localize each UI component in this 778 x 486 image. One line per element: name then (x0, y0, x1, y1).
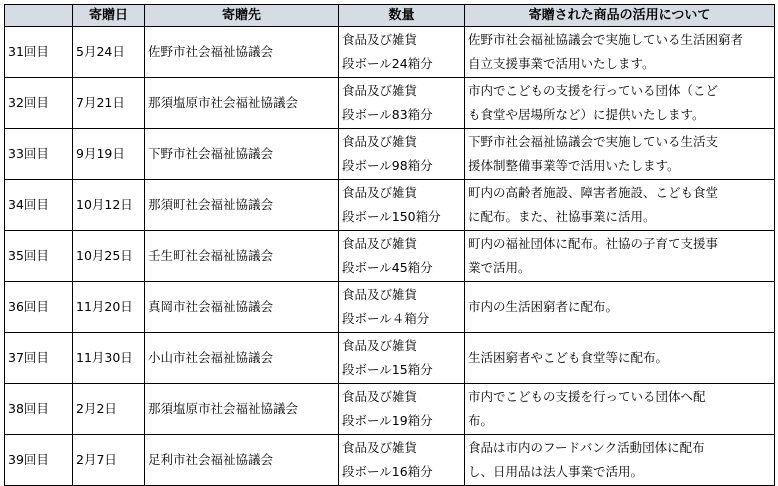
recipient-cell: 下野市社会福祉協議会 (145, 129, 339, 180)
usage-line: に配布。また、社協事業に活用。 (468, 209, 656, 224)
usage-line: 自立支援事業で活用いたします。 (468, 56, 655, 71)
usage-line: 援体制整備事業等で活用いたします。 (468, 158, 680, 173)
round-cell: 36回目 (5, 282, 73, 333)
quantity-cell (339, 384, 465, 435)
usage-cell (465, 384, 775, 435)
header-row (5, 5, 775, 27)
table-body (5, 27, 775, 486)
round-cell: 32回目 (5, 78, 73, 129)
usage-line: 業で活用。 (468, 260, 531, 275)
recipient-cell: 那須町社会福祉協議会 (145, 180, 339, 231)
usage-cell (465, 231, 775, 282)
date-cell: 11月30日 (73, 333, 145, 384)
quantity-cell (339, 27, 465, 78)
recipient-cell: 那須塩原市社会福祉協議会 (145, 78, 339, 129)
round-cell: 39回目 (5, 435, 73, 486)
quantity-line: 段ボール19箱分 (342, 413, 433, 428)
table-row (5, 435, 775, 486)
usage-line: 町内の高齢者施設、障害者施設、こども食堂 (468, 185, 719, 200)
table-header (5, 5, 775, 27)
recipient-cell: 真岡市社会福祉協議会 (145, 282, 339, 333)
quantity-line: 食品及び雑貨 (342, 338, 418, 353)
usage-line: し、日用品は法人事業で活用。 (468, 464, 644, 479)
round-cell: 33回目 (5, 129, 73, 180)
recipient-cell: 足利市社会福祉協議会 (145, 435, 339, 486)
round-cell: 38回目 (5, 384, 73, 435)
quantity-line: 段ボール24箱分 (342, 56, 433, 71)
round-cell: 31回目 (5, 27, 73, 78)
table-row (5, 333, 775, 384)
usage-cell (465, 27, 775, 78)
quantity-line: 段ボール16箱分 (342, 464, 433, 479)
quantity-line: 食品及び雑貨 (342, 440, 418, 455)
usage-cell (465, 180, 775, 231)
header-usage: 寄贈された商品の活用について (465, 5, 775, 27)
usage-line: 下野市社会福祉協議会で実施している生活支 (468, 134, 719, 149)
quantity-line: 食品及び雑貨 (342, 83, 418, 98)
usage-cell (465, 333, 775, 384)
usage-line: 佐野市社会福祉協議会で実施している生活困窮者 (468, 32, 744, 47)
quantity-line: 段ボール４箱分 (342, 311, 430, 326)
quantity-line: 段ボール98箱分 (342, 158, 433, 173)
date-cell: 5月24日 (73, 27, 145, 78)
header-recipient: 寄贈先 (145, 5, 339, 27)
table-row (5, 231, 775, 282)
round-cell: 37回目 (5, 333, 73, 384)
usage-cell (465, 282, 775, 333)
table-row (5, 78, 775, 129)
table-row (5, 384, 775, 435)
quantity-line: 食品及び雑貨 (342, 236, 418, 251)
usage-cell (465, 78, 775, 129)
date-cell: 10月12日 (73, 180, 145, 231)
quantity-line: 段ボール150箱分 (342, 209, 441, 224)
date-cell: 2月7日 (73, 435, 145, 486)
round-cell: 35回目 (5, 231, 73, 282)
quantity-line: 段ボール83箱分 (342, 107, 433, 122)
quantity-line: 食品及び雑貨 (342, 287, 418, 302)
header-quantity: 数量 (339, 5, 465, 27)
table-row (5, 129, 775, 180)
usage-line: も食堂や居場所など）に提供いたします。 (468, 107, 705, 122)
date-cell: 7月21日 (73, 78, 145, 129)
table-row (5, 27, 775, 78)
recipient-cell: 那須塩原市社会福祉協議会 (145, 384, 339, 435)
usage-cell (465, 129, 775, 180)
quantity-line: 段ボール45箱分 (342, 260, 433, 275)
date-cell: 11月20日 (73, 282, 145, 333)
usage-line: 布。 (468, 413, 494, 428)
recipient-cell: 壬生町社会福祉協議会 (145, 231, 339, 282)
recipient-cell: 佐野市社会福祉協議会 (145, 27, 339, 78)
usage-line: 市内でこどもの支援を行っている団体（こど (468, 83, 719, 98)
usage-cell (465, 435, 775, 486)
usage-line: 市内の生活困窮者に配布。 (468, 299, 619, 314)
quantity-cell (339, 435, 465, 486)
quantity-line: 食品及び雑貨 (342, 134, 418, 149)
quantity-cell (339, 333, 465, 384)
date-cell: 9月19日 (73, 129, 145, 180)
usage-line: 町内の福祉団体に配布。社協の子育て支援事 (468, 236, 719, 251)
quantity-line: 食品及び雑貨 (342, 185, 418, 200)
header-date: 寄贈日 (73, 5, 145, 27)
usage-line: 生活困窮者やこども食堂等に配布。 (468, 350, 669, 365)
quantity-cell (339, 282, 465, 333)
quantity-line: 段ボール15箱分 (342, 362, 433, 377)
header-round (5, 5, 73, 27)
quantity-line: 食品及び雑貨 (342, 389, 418, 404)
quantity-cell (339, 129, 465, 180)
quantity-cell (339, 78, 465, 129)
recipient-cell: 小山市社会福祉協議会 (145, 333, 339, 384)
quantity-cell (339, 231, 465, 282)
date-cell: 2月2日 (73, 384, 145, 435)
round-cell: 34回目 (5, 180, 73, 231)
donation-table (4, 4, 775, 486)
usage-line: 食品は市内のフードバンク活動団体に配布 (468, 440, 705, 455)
quantity-cell (339, 180, 465, 231)
usage-line: 市内でこどもの支援を行っている団体へ配 (468, 389, 706, 404)
table-row (5, 180, 775, 231)
table-row (5, 282, 775, 333)
quantity-line: 食品及び雑貨 (342, 32, 418, 47)
date-cell: 10月25日 (73, 231, 145, 282)
